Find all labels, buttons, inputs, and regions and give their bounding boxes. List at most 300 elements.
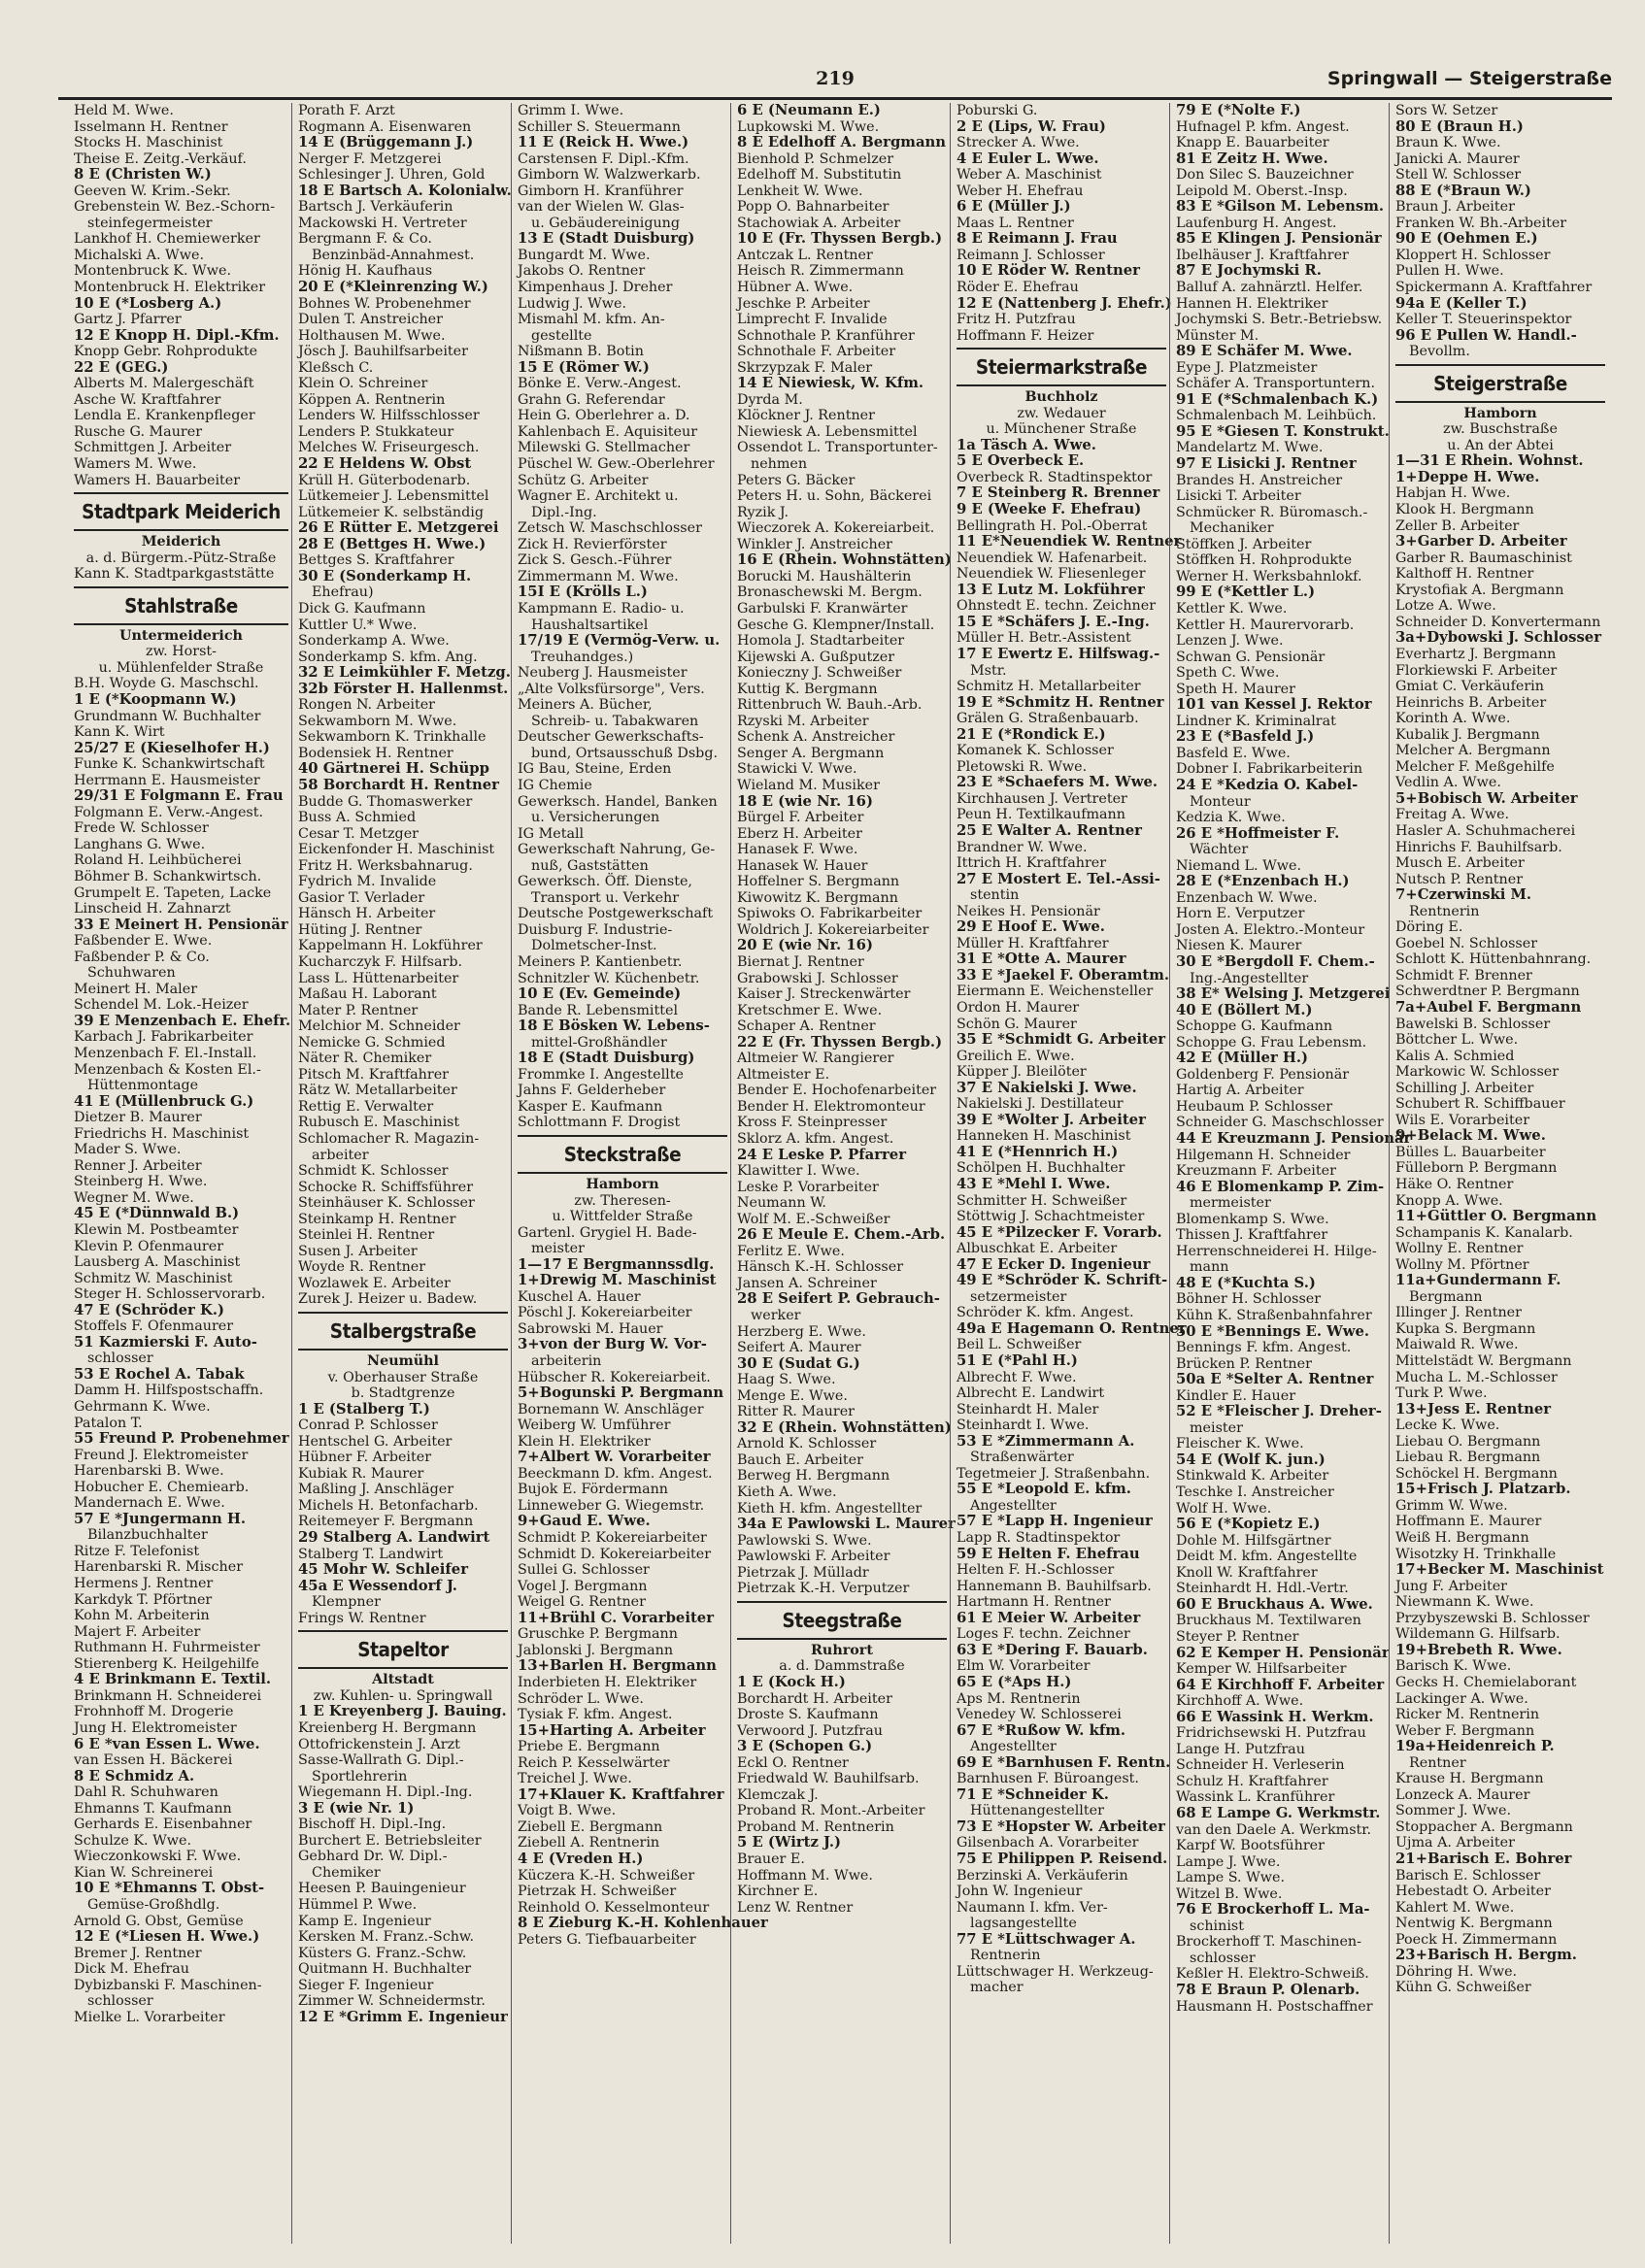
directory-entry: Fritz H. Putzfrau: [957, 312, 1076, 328]
directory-entry: Krüll H. Güterbodenarb.: [298, 472, 471, 488]
directory-entry: Grabowski J. Schlosser: [737, 970, 898, 986]
directory-entry: Lackinger A. Wwe.: [1395, 1690, 1528, 1707]
directory-entry: Strecker A. Wwe.: [957, 135, 1080, 151]
directory-entry: Frede W. Schlosser: [74, 820, 209, 837]
directory-entry: Wollny M. Pförtner: [1395, 1256, 1529, 1273]
street-extent: a. d. Dammstraße: [779, 1658, 905, 1675]
directory-entry: Bohnes W. Probenehmer: [298, 295, 471, 312]
directory-entry: Schölpen H. Buchhalter: [957, 1160, 1125, 1177]
directory-entry: Asche W. Kraftfahrer: [74, 391, 221, 408]
directory-entry: 28 E (*Enzenbach H.): [1176, 873, 1350, 890]
directory-entry: 9+Belack M. Wwe.: [1395, 1127, 1546, 1145]
directory-entry: Nißmann B. Botin: [518, 344, 644, 360]
directory-entry: Karpf W. Bootsführer: [1176, 1838, 1325, 1854]
directory-entry: 42 E (Müller H.): [1176, 1050, 1309, 1067]
directory-entry: van der Wielen W. Glas-: [518, 199, 685, 216]
directory-entry: 25/27 E (Kieselhofer H.): [74, 739, 270, 756]
entry-continuation: setzermeister: [970, 1288, 1067, 1305]
directory-entry: Funke K. Schankwirtschaft: [74, 756, 265, 773]
directory-entry: Gruschke P. Bergmann: [518, 1626, 678, 1643]
directory-entry: Klawitter I. Wwe.: [737, 1163, 860, 1180]
directory-entry: Schiller S. Steuermann: [518, 118, 681, 135]
directory-entry: Klein H. Elektriker: [518, 1433, 651, 1450]
entry-continuation: Monteur: [1190, 793, 1251, 810]
directory-entry: Susen J. Arbeiter: [298, 1243, 418, 1259]
entry-continuation: stentin: [970, 887, 1020, 904]
directory-entry: 38 E* Welsing J. Metzgerei: [1176, 985, 1391, 1003]
directory-entry: Steinberg H. Wwe.: [74, 1174, 208, 1190]
entry-continuation: arbeiter: [312, 1147, 369, 1163]
directory-entry: Schlomacher R. Magazin-: [298, 1131, 480, 1147]
directory-entry: Keller T. Steuerinspektor: [1395, 312, 1572, 328]
directory-entry: Krause H. Bergmann: [1395, 1771, 1544, 1787]
directory-entry: John W. Ingenieur: [957, 1884, 1083, 1900]
directory-entry: Wils E. Vorarbeiter: [1395, 1112, 1530, 1128]
directory-entry: 23 E (*Basfeld J.): [1176, 728, 1315, 746]
directory-entry: Klein O. Schreiner: [298, 376, 428, 392]
directory-entry: Häke O. Rentner: [1395, 1177, 1514, 1192]
entry-continuation: schlosser: [87, 1351, 153, 1367]
directory-entry: 32 E (Rhein. Wohnstätten): [737, 1418, 952, 1436]
entry-continuation: Bergmann: [1409, 1288, 1483, 1305]
directory-entry: Weber F. Bergmann: [1395, 1722, 1535, 1739]
directory-entry: Dohle M. Hilfsgärtner: [1176, 1532, 1331, 1549]
district-label: Neumühl: [367, 1353, 439, 1370]
directory-entry: 34a E Pawlowski L. Maurer: [737, 1516, 956, 1533]
entry-continuation: nuß, Gaststätten: [531, 857, 649, 874]
directory-entry: Eberz H. Arbeiter: [737, 825, 862, 842]
directory-entry: Quitmann H. Buchhalter: [298, 1961, 472, 1978]
directory-entry: Garbulski F. Kranwärter: [737, 600, 908, 617]
directory-entry: Grundmann W. Buchhalter: [74, 708, 261, 724]
entry-continuation: lagsangestellte: [970, 1916, 1077, 1932]
directory-entry: 35 E *Schmidt G. Arbeiter: [957, 1031, 1166, 1049]
directory-entry: 55 E *Leopold E. kfm.: [957, 1481, 1131, 1498]
entry-continuation: Bilanzbuchhalter: [87, 1527, 208, 1544]
entry-continuation: Klempner: [312, 1594, 381, 1611]
directory-entry: 19+Brebeth R. Wwe.: [1395, 1641, 1562, 1658]
street-heading: Steckstraße: [518, 1135, 727, 1174]
directory-entry: Hein G. Oberlehrer a. D.: [518, 408, 690, 424]
directory-entry: 94a E (Keller T.): [1395, 294, 1528, 312]
directory-entry: Lütkemeier K. selbständig: [298, 504, 484, 520]
street-heading: Stahlstraße: [74, 586, 288, 625]
directory-entry: Braun K. Wwe.: [1395, 135, 1501, 151]
directory-entry: Venedey W. Schlosserei: [957, 1707, 1122, 1723]
directory-entry: Mader S. Wwe.: [74, 1142, 182, 1158]
directory-entry: Dulen T. Anstreicher: [298, 312, 443, 328]
directory-entry: Böhmer B. Schankwirtsch.: [74, 868, 262, 884]
directory-entry: Stinkwald K. Arbeiter: [1176, 1468, 1329, 1484]
directory-entry: Schmidt F. Brenner: [1395, 967, 1532, 984]
directory-entry: 15+Harting A. Arbeiter: [518, 1721, 706, 1739]
directory-entry: Gehrmann K. Wwe.: [74, 1399, 211, 1416]
entry-continuation: Ing.-Angestellter: [1190, 970, 1309, 986]
entry-continuation: Mechaniker: [1190, 520, 1274, 537]
directory-entry: Sommer J. Wwe.: [1395, 1803, 1512, 1819]
directory-entry: Sonderkamp A. Wwe.: [298, 633, 450, 650]
directory-entry: Harenbarski R. Mischer: [74, 1559, 244, 1576]
directory-entry: 4 E Euler L. Wwe.: [957, 150, 1099, 167]
directory-entry: 32 E Leimkühler F. Metzg.: [298, 664, 511, 682]
directory-entry: Schaper A. Rentner: [737, 1018, 876, 1035]
directory-entry: Kretschmer E. Wwe.: [737, 1002, 883, 1018]
directory-entry: Blomenkamp S. Wwe.: [1176, 1211, 1329, 1227]
directory-entry: Berweg H. Bergmann: [737, 1468, 890, 1484]
directory-entry: Bergmann F. & Co.: [298, 231, 432, 248]
directory-entry: 56 E (*Kopietz E.): [1176, 1516, 1321, 1533]
district-label: Hamborn: [586, 1177, 659, 1192]
directory-entry: Renner J. Arbeiter: [74, 1157, 202, 1174]
directory-entry: 3+Garber D. Arbeiter: [1395, 533, 1567, 550]
directory-entry: Sekwamborn K. Trinkhalle: [298, 729, 487, 746]
directory-entry: Schilling J. Arbeiter: [1395, 1080, 1534, 1096]
directory-entry: Enzenbach W. Wwe.: [1176, 889, 1318, 906]
directory-entry: 101 van Kessel J. Rektor: [1176, 696, 1372, 714]
directory-entry: Kedzia K. Wwe.: [1176, 810, 1286, 826]
directory-entry: Neumann W.: [737, 1195, 826, 1212]
street-extent: zw. Wedauer: [1017, 405, 1106, 421]
entry-continuation: Mstr.: [970, 662, 1007, 679]
directory-entry: 17+Klauer K. Kraftfahrer: [518, 1785, 724, 1803]
directory-entry: Tysiak F. kfm. Angest.: [518, 1707, 673, 1723]
directory-entry: Brandes H. Anstreicher: [1176, 472, 1343, 488]
district-label: Ruhrort: [811, 1642, 873, 1658]
directory-entry: Menzenbach & Kosten El.-: [74, 1061, 261, 1078]
street-extent: a. d. Bürgerm.-Pütz-Straße: [85, 550, 277, 566]
directory-entry: 21 E (*Rondick E.): [957, 725, 1106, 743]
directory-entry: Bartsch J. Verkäuferin: [298, 199, 453, 216]
directory-entry: Jakobs O. Rentner: [518, 263, 646, 280]
directory-entry: Rogmann A. Eisenwaren: [298, 118, 472, 135]
directory-entry: Schwerdtner P. Bergmann: [1395, 984, 1580, 1000]
directory-entry: 30 E (Sonderkamp H.: [298, 567, 472, 584]
directory-entry: Bremer J. Rentner: [74, 1945, 202, 1961]
directory-entry: 11a+Gundermann F.: [1395, 1272, 1561, 1289]
directory-entry: Stöffken H. Rohprodukte: [1176, 552, 1353, 569]
directory-entry: Speth C. Wwe.: [1176, 665, 1280, 682]
directory-entry: 8 E Schmidz A.: [74, 1767, 195, 1784]
directory-entry: 13 E (Stadt Duisburg): [518, 230, 695, 248]
directory-entry: Frohnhoff M. Drogerie: [74, 1704, 234, 1720]
directory-entry: Jung F. Arbeiter: [1395, 1578, 1508, 1594]
district-label: Buchholz: [1024, 389, 1098, 406]
directory-entry: Michalski A. Wwe.: [74, 247, 204, 263]
directory-entry: Schmitz W. Maschinist: [74, 1270, 233, 1286]
directory-entry: Heesen P. Bauingenieur: [298, 1881, 466, 1897]
directory-entry: Reimann J. Schlosser: [957, 247, 1105, 263]
directory-entry: 7+Czerwinski M.: [1395, 886, 1532, 904]
directory-entry: Peters G. Tiefbauarbeiter: [518, 1931, 696, 1948]
directory-entry: Küsters G. Franz.-Schw.: [298, 1945, 467, 1961]
directory-entry: Laufenburg H. Angest.: [1176, 215, 1337, 231]
directory-entry: Brockerhoff T. Maschinen-: [1176, 1934, 1361, 1951]
directory-entry: 64 E Kirchhoff F. Arbeiter: [1176, 1676, 1385, 1693]
directory-entry: Proband M. Rentnerin: [737, 1818, 894, 1835]
directory-entry: Stoppacher A. Bergmann: [1395, 1818, 1573, 1835]
directory-entry: Ujma A. Arbeiter: [1395, 1835, 1515, 1851]
directory-entry: 1 E (*Koopmann W.): [74, 690, 237, 708]
directory-entry: Weigel G. Rentner: [518, 1594, 646, 1611]
directory-entry: Lisicki T. Arbeiter: [1176, 488, 1301, 505]
directory-entry: Hümmel P. Wwe.: [298, 1896, 418, 1913]
entry-continuation: mermeister: [1190, 1195, 1271, 1212]
directory-entry: Röder E. Ehefrau: [957, 280, 1079, 296]
directory-entry: Gecks H. Chemielaborant: [1395, 1674, 1577, 1690]
directory-entry: 89 E Schäfer M. Wwe.: [1176, 343, 1353, 360]
directory-entry: Fydrich M. Invalide: [298, 874, 437, 890]
page-number: 219: [816, 68, 855, 89]
directory-entry: Schneider D. Konvertermann: [1395, 614, 1601, 630]
entry-continuation: Benzinbäd-Annahmest.: [312, 247, 475, 263]
entry-continuation: Schuhwaren: [87, 965, 176, 982]
directory-entry: Böhner H. Schlosser: [1176, 1291, 1322, 1308]
directory-entry: Stalberg T. Landwirt: [298, 1546, 444, 1562]
directory-entry: Wieczorek A. Kokereiarbeit.: [737, 520, 935, 537]
directory-entry: Müller H. Kraftfahrer: [957, 935, 1109, 951]
directory-entry: 73 E *Hopster W. Arbeiter: [957, 1818, 1165, 1835]
directory-entry: Schmidt K. Schlosser: [298, 1163, 449, 1180]
directory-entry: Albrecht E. Landwirt: [957, 1385, 1105, 1402]
directory-entry: Kreienberg H. Bergmann: [298, 1719, 477, 1736]
directory-entry: Jung H. Elektromeister: [74, 1719, 237, 1736]
directory-entry: Niewiesk A. Lebensmittel: [737, 423, 918, 440]
entry-continuation: Straßenwärter: [970, 1450, 1074, 1466]
directory-entry: Schmidt P. Kokereiarbeiter: [518, 1530, 707, 1547]
directory-entry: Franken W. Bh.-Arbeiter: [1395, 215, 1567, 231]
street-heading: Stadtpark Meiderich: [74, 492, 288, 531]
directory-entry: Wieland M. Musiker: [737, 777, 880, 793]
directory-entry: 26 E Rütter E. Metzgerei: [298, 519, 499, 537]
directory-entry: Grumpelt E. Tapeten, Lacke: [74, 884, 272, 901]
directory-entry: Bronaschewski M. Bergm.: [737, 584, 923, 601]
directory-entry: Herrenschneiderei H. Hilge-: [1176, 1243, 1377, 1259]
entry-continuation: u. Gebäudereinigung: [531, 215, 681, 231]
directory-entry: Schendel M. Lok.-Heizer: [74, 997, 249, 1014]
directory-entry: Turk P. Wwe.: [1395, 1385, 1488, 1402]
entry-continuation: Hüttenangestellter: [970, 1803, 1104, 1819]
directory-entry: 30 E *Bergdoll F. Chem.-: [1176, 952, 1375, 970]
directory-entry: Antczak L. Rentner: [737, 247, 873, 263]
directory-entry: 17+Becker M. Maschinist: [1395, 1561, 1604, 1579]
directory-entry: 95 E *Giesen T. Konstrukt.: [1176, 422, 1390, 440]
directory-entry: Barisch K. Wwe.: [1395, 1658, 1512, 1675]
directory-entry: Freund J. Elektromeister: [74, 1447, 249, 1463]
directory-entry: Maßling J. Anschläger: [298, 1482, 454, 1498]
directory-entry: Wassink L. Kranführer: [1176, 1789, 1335, 1806]
directory-entry: Kieth A. Wwe.: [737, 1484, 837, 1501]
directory-entry: Rätz W. Metallarbeiter: [298, 1083, 457, 1099]
directory-entry: Lüttschwager H. Werkzeug-: [957, 1963, 1154, 1980]
directory-entry: Jablonski J. Bergmann: [518, 1642, 674, 1658]
directory-entry: Altmeister E.: [737, 1066, 830, 1083]
directory-entry: Albrecht F. Wwe.: [957, 1369, 1077, 1385]
directory-entry: Menge E. Wwe.: [737, 1387, 848, 1404]
street-heading: Stapeltor: [298, 1630, 508, 1669]
directory-entry: 3 E (Schopen G.): [737, 1738, 873, 1755]
directory-entry: Alberts M. Malergeschäft: [74, 376, 254, 392]
entry-continuation: Rentnerin: [970, 1948, 1041, 1964]
directory-entry: Schoppe G. Frau Lebensm.: [1176, 1034, 1367, 1051]
directory-entry: Ossendot L. Transportunter-: [737, 440, 938, 456]
directory-entry: Jochymski S. Betr.-Betriebsw.: [1176, 312, 1383, 328]
directory-entry: Ryzik J.: [737, 504, 789, 520]
directory-entry: Hoffmann E. Maurer: [1395, 1514, 1542, 1530]
directory-entry: Böttcher L. Wwe.: [1395, 1032, 1519, 1049]
directory-entry: Müller H. Betr.-Assistent: [957, 630, 1131, 647]
directory-entry: Heisch R. Zimmermann: [737, 263, 904, 280]
directory-entry: Wamers H. Bauarbeiter: [74, 472, 241, 488]
directory-entry: 4 E Brinkmann E. Textil.: [74, 1671, 272, 1688]
directory-entry: Maßau H. Laborant: [298, 986, 437, 1003]
column-7: [1389, 103, 1608, 2244]
directory-entry: Porath F. Arzt: [298, 103, 395, 118]
directory-entry: Lapp R. Stadtinspektor: [957, 1530, 1121, 1547]
directory-entry: Sasse-Wallrath G. Dipl.-: [298, 1752, 464, 1769]
directory-entry: 68 E Lampe G. Werkmstr.: [1176, 1804, 1381, 1821]
directory-entry: Kann K. Wirt: [74, 724, 165, 741]
directory-entry: 71 E *Schneider K.: [957, 1785, 1109, 1803]
directory-entry: Voigt B. Wwe.: [518, 1803, 617, 1819]
directory-entry: 7 E Steinberg R. Brenner: [957, 484, 1160, 502]
directory-entry: Kalthoff H. Rentner: [1395, 566, 1534, 583]
directory-entry: Mittelstädt W. Bergmann: [1395, 1353, 1572, 1370]
directory-entry: 1 E Kreyenberg J. Bauing.: [298, 1703, 507, 1720]
directory-entry: 57 E *Jungermann H.: [74, 1510, 247, 1527]
entry-continuation: schlosser: [87, 1993, 153, 2010]
directory-entry: Bodensiek H. Rentner: [298, 745, 453, 761]
district-label: Untermeiderich: [119, 627, 243, 644]
directory-entry: Reinhold O. Kesselmonteur: [518, 1899, 710, 1916]
directory-entry: Kimpenhaus J. Dreher: [518, 280, 673, 296]
directory-entry: Hanasek F. Wwe.: [737, 842, 858, 858]
directory-entry: 91 E (*Schmalenbach K.): [1176, 390, 1379, 408]
directory-entry: Majert F. Arbeiter: [74, 1623, 201, 1640]
entry-continuation: nehmen: [751, 456, 808, 473]
directory-entry: Wolf M. E.-Schweißer: [737, 1211, 890, 1227]
directory-entry: Arnold G. Obst, Gemüse: [74, 1913, 244, 1929]
directory-entry: van den Daele A. Werkmstr.: [1176, 1821, 1372, 1838]
directory-entry: Hoffelner S. Bergmann: [737, 874, 900, 890]
directory-entry: Fritz H. Werksbahnarug.: [298, 857, 473, 874]
directory-entry: Schmittgen J. Arbeiter: [74, 440, 232, 456]
directory-entry: Weber A. Maschinist: [957, 167, 1102, 183]
directory-entry: Spiwoks O. Fabrikarbeiter: [737, 906, 923, 922]
directory-entry: Schubert R. Schiffbauer: [1395, 1096, 1565, 1113]
directory-entry: Spickermann A. Kraftfahrer: [1395, 280, 1593, 296]
directory-entry: Mielke L. Vorarbeiter: [74, 2009, 225, 2025]
directory-entry: Musch E. Arbeiter: [1395, 855, 1525, 872]
directory-entry: Naumann I. kfm. Ver-: [957, 1899, 1108, 1916]
directory-entry: Kross F. Steinpresser: [737, 1115, 888, 1131]
directory-entry: Ziebell E. Bergmann: [518, 1818, 663, 1835]
directory-entry: Hentschel G. Arbeiter: [298, 1433, 453, 1450]
directory-entry: Lenz W. Rentner: [737, 1899, 854, 1916]
directory-entry: B.H. Woyde G. Maschschl.: [74, 676, 259, 692]
directory-entry: Jösch J. Bauhilfsarbeiter: [298, 344, 468, 360]
directory-entry: Seifert A. Maurer: [737, 1340, 861, 1356]
directory-entry: Steinkamp H. Rentner: [298, 1211, 456, 1227]
entry-continuation: Chemiker: [312, 1864, 381, 1881]
directory-entry: Neuberg J. Hausmeister: [518, 665, 688, 682]
directory-entry: Weber H. Ehefrau: [957, 183, 1084, 199]
directory-entry: Don Silec S. Bauzeichner: [1176, 167, 1354, 183]
directory-entry: Bellingrath H. Pol.-Oberrat: [957, 517, 1148, 534]
directory-entry: 79 E (*Nolte F.): [1176, 102, 1301, 118]
directory-entry: Neuendiek W. Hafenarbeit.: [957, 550, 1148, 566]
directory-entry: Stoffels F. Ofenmaurer: [74, 1318, 234, 1335]
directory-entry: Lass L. Hüttenarbeiter: [298, 970, 459, 986]
directory-entry: Bettges S. Kraftfahrer: [298, 552, 454, 569]
directory-entry: 23 E *Schaefers M. Wwe.: [957, 774, 1158, 791]
directory-entry: 47 E (Schröder K.): [74, 1301, 225, 1318]
directory-entry: Sieger F. Ingenieur: [298, 1977, 434, 1993]
directory-entry: Bender E. Hochofenarbeiter: [737, 1083, 937, 1099]
directory-entry: Meiners A. Bücher,: [518, 697, 653, 714]
entry-continuation: Sportlehrerin: [312, 1768, 408, 1784]
directory-entry: Schoppe G. Kaufmann: [1176, 1018, 1333, 1035]
directory-entry: 63 E *Dering F. Bauarb.: [957, 1641, 1148, 1658]
directory-entry: Altmeier W. Rangierer: [737, 1051, 894, 1067]
directory-entry: Mandernach E. Wwe.: [74, 1495, 225, 1512]
directory-entry: 8 E (Christen W.): [74, 166, 212, 183]
directory-entry: Reitemeyer F. Bergmann: [298, 1514, 474, 1530]
directory-entry: Leske P. Vorarbeiter: [737, 1179, 879, 1195]
directory-entry: 7+Albert W. Vorarbeiter: [518, 1449, 711, 1466]
directory-entry: Ohnstedt E. techn. Zeichner: [957, 598, 1157, 615]
directory-entry: Treichel J. Wwe.: [518, 1771, 632, 1787]
directory-entry: Klewin M. Postbeamter: [74, 1222, 239, 1238]
directory-entry: Patalon T.: [74, 1415, 143, 1431]
directory-entry: Grebenstein W. Bez.-Schorn-: [74, 199, 276, 216]
directory-entry: Lange H. Putzfrau: [1176, 1741, 1305, 1757]
directory-entry: Montenbruck H. Elektriker: [74, 280, 266, 296]
directory-entry: Hoffmann M. Wwe.: [737, 1867, 873, 1884]
directory-entry: 3a+Dybowski J. Schlosser: [1395, 629, 1601, 647]
directory-entry: Peters G. Bäcker: [737, 472, 856, 488]
street-extent: zw. Buschstraße: [1443, 421, 1558, 438]
directory-entry: Zetsch W. Maschschlosser: [518, 520, 702, 537]
directory-entry: Küpper J. Bleilöter: [957, 1064, 1087, 1081]
directory-entry: 20 E (wie Nr. 16): [737, 937, 873, 954]
directory-entry: Hanneken H. Maschinist: [957, 1128, 1131, 1145]
directory-entry: Heubaum P. Schlosser: [1176, 1098, 1333, 1115]
directory-entry: Döhring H. Wwe.: [1395, 1963, 1518, 1980]
directory-entry: 10 E (*Losberg A.): [74, 294, 222, 312]
directory-entry: Meinert H. Maler: [74, 981, 198, 997]
directory-entry: Kersken M. Franz.-Schw.: [298, 1929, 475, 1946]
directory-entry: Winkler J. Anstreicher: [737, 536, 893, 552]
entry-continuation: Wächter: [1190, 842, 1249, 858]
directory-entry: 22 E (Fr. Thyssen Bergb.): [737, 1033, 943, 1051]
street-extent: v. Oberhauser Straße: [327, 1369, 479, 1385]
directory-entry: 28 E Seifert P. Gebrauch-: [737, 1290, 940, 1308]
district-label: Meiderich: [141, 534, 221, 550]
directory-entry: 31 E *Otte A. Maurer: [957, 951, 1126, 968]
directory-entry: Zick H. Revierförster: [518, 536, 667, 552]
directory-entry: Hänsch H. Arbeiter: [298, 906, 436, 922]
directory-entry: Sklorz A. kfm. Angest.: [737, 1131, 894, 1147]
directory-entry: Lindner K. Kriminalrat: [1176, 713, 1336, 729]
entry-continuation: Ehefrau): [312, 584, 374, 601]
directory-entry: Bülles L. Bauarbeiter: [1395, 1144, 1546, 1160]
directory-entry: Kijewski A. Gußputzer: [737, 649, 895, 665]
directory-entry: Liebau O. Bergmann: [1395, 1433, 1541, 1450]
directory-entry: 67 E *Rußow W. kfm.: [957, 1721, 1126, 1739]
directory-entry: van Essen H. Bäckerei: [74, 1752, 233, 1769]
column-4: [730, 102, 956, 2244]
directory-entry: Goldenberg F. Pensionär: [1176, 1066, 1350, 1083]
